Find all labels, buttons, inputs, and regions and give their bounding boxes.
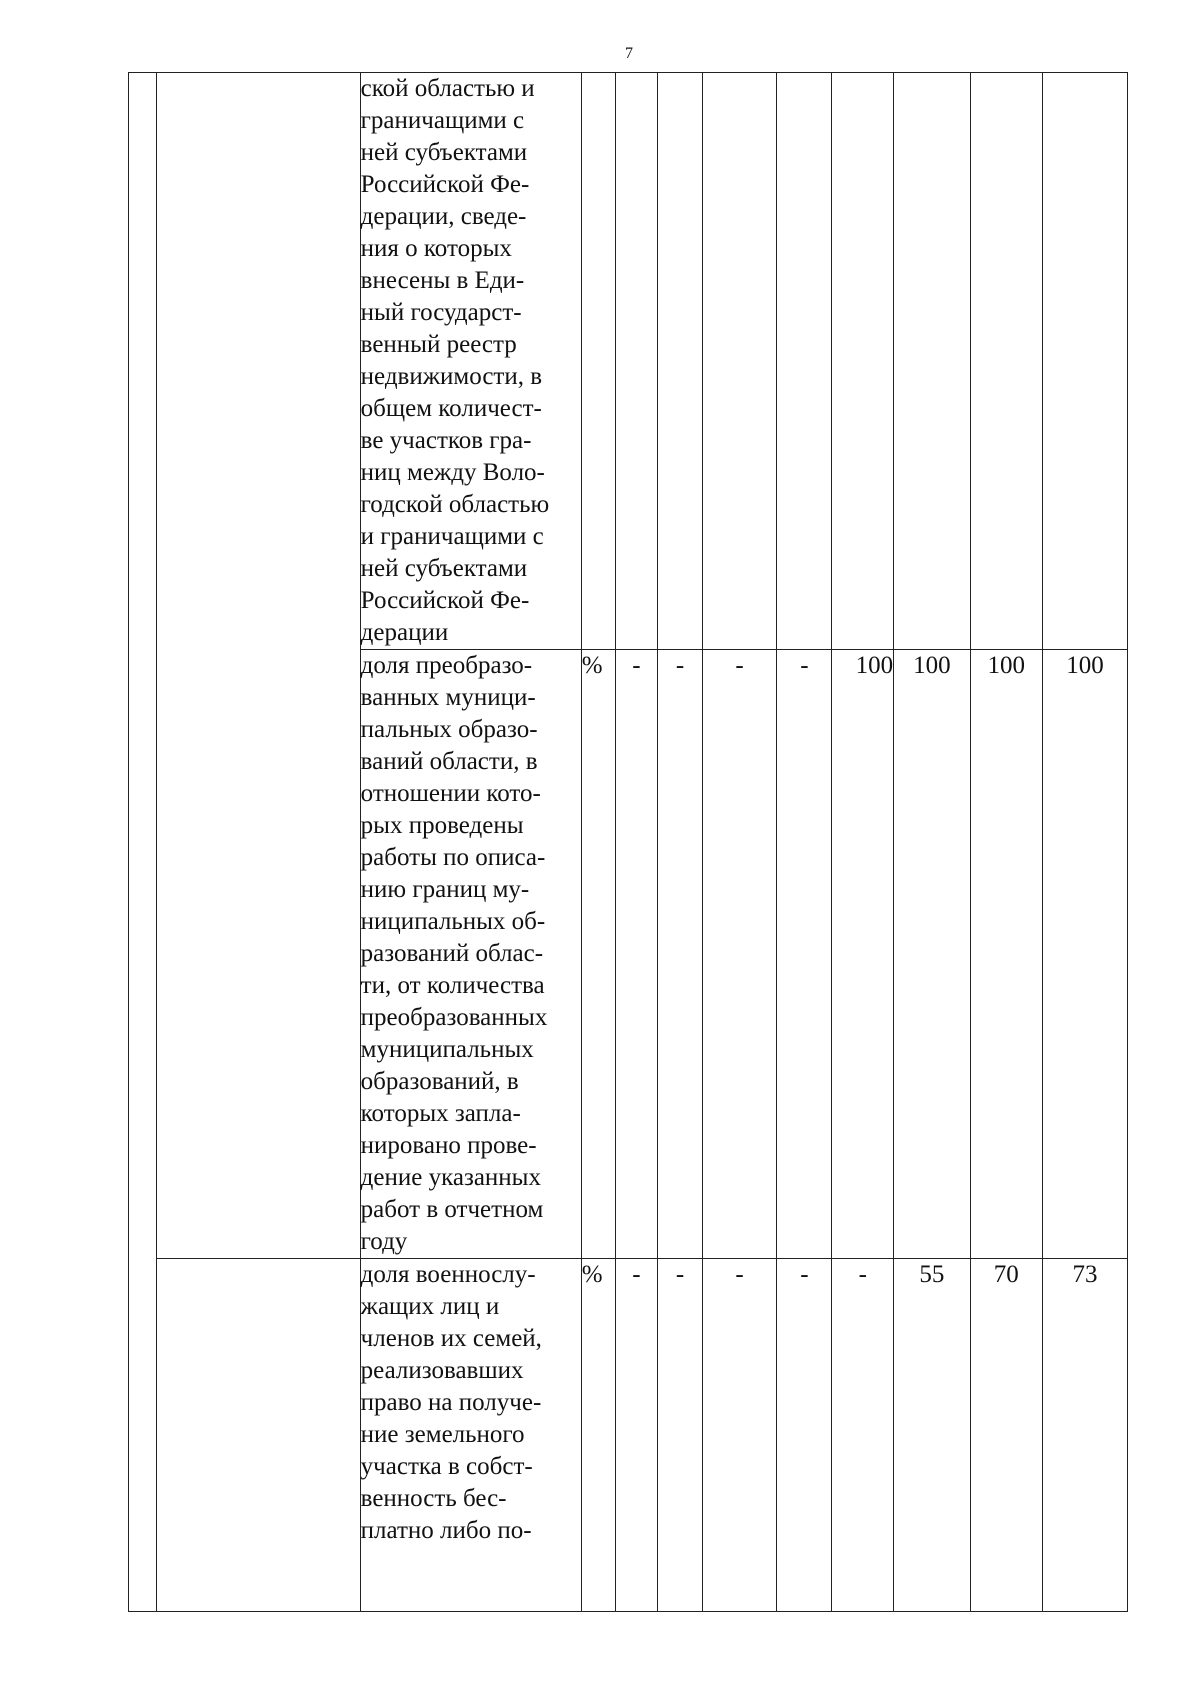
value-cell: 100 — [894, 650, 971, 1259]
unit-cell: % — [581, 1259, 615, 1612]
value-cell — [702, 73, 776, 650]
value-cell: - — [777, 1259, 832, 1612]
value-cell: 73 — [1042, 1259, 1127, 1612]
value-cell: 100 — [1042, 650, 1127, 1259]
value-cell — [894, 73, 971, 650]
indicators-table — [128, 72, 1128, 1612]
value-cell: - — [832, 1259, 894, 1612]
indicator-description: ской областью и граничащими с ней субъектами Российской Фе- дерации, сведе- ния о которых внесены в Еди- ный государст- венный реестр недвижимости, в общем количест- ве участков гра- ниц между Воло- годской областью и граничащими с ней субъектами Российской Фе- дерации — [360, 73, 581, 650]
value-cell: 100 — [970, 650, 1042, 1259]
value-cell: - — [658, 1259, 703, 1612]
value-cell: - — [658, 650, 703, 1259]
value-cell: 100 — [832, 650, 894, 1259]
table-row — [129, 1259, 1128, 1612]
value-cell — [777, 73, 832, 650]
row-number-cell — [129, 73, 157, 1612]
value-cell — [615, 73, 658, 650]
unit-cell: % — [581, 650, 615, 1259]
value-cell: - — [615, 650, 658, 1259]
measure-cell — [156, 1259, 360, 1612]
page-number: 7 — [625, 45, 633, 62]
value-cell — [658, 73, 703, 650]
table-row — [129, 73, 1128, 650]
value-cell: - — [702, 1259, 776, 1612]
value-cell — [970, 73, 1042, 650]
value-cell: - — [777, 650, 832, 1259]
value-cell — [1042, 73, 1127, 650]
value-cell — [832, 73, 894, 650]
measure-cell — [156, 73, 360, 1259]
value-cell: 55 — [894, 1259, 971, 1612]
unit-cell — [581, 73, 615, 650]
value-cell: - — [702, 650, 776, 1259]
value-cell: - — [615, 1259, 658, 1612]
indicator-description: доля военнослу- жащих лиц и членов их семей, реализовавших право на получе- ние земельного участка в собст- венность бес- платно либо по- — [360, 1259, 581, 1612]
indicator-description: доля преобразо- ванных муници- пальных образо- ваний области, в отношении кото- рых проведены работы по описа- нию границ му- ниципальных об- разований облас- ти, от количества преобразованных муниципальных образований, в которых запла- нировано прове- дение указанных работ в отчетном году — [360, 650, 581, 1259]
value-cell: 70 — [970, 1259, 1042, 1612]
